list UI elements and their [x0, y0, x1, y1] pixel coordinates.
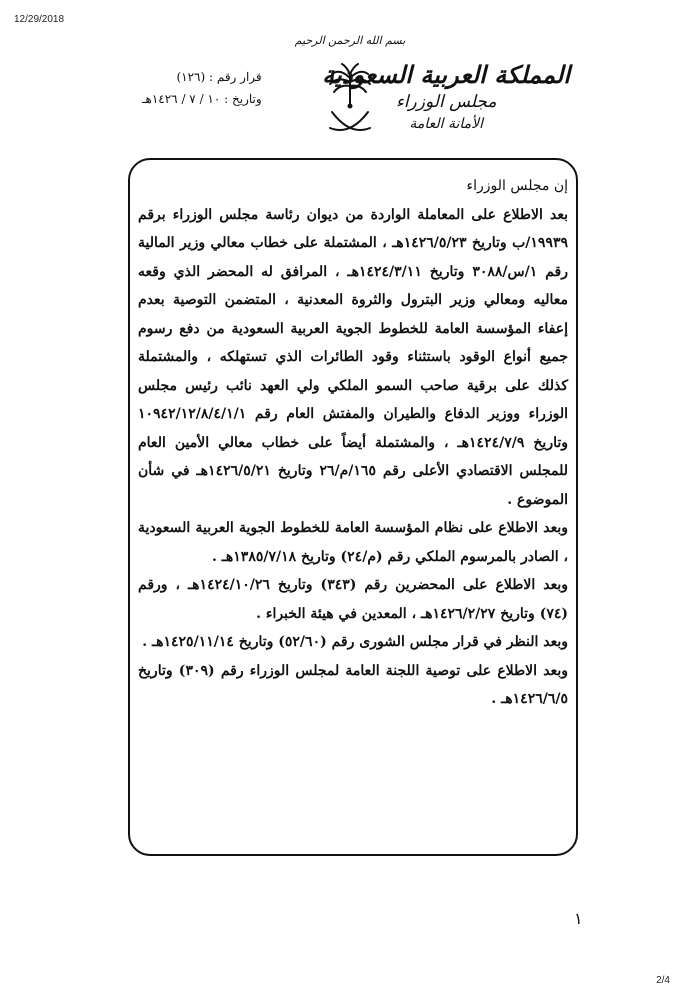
- paragraph-3: وبعد الاطلاع على المحضرين رقم (٣٤٣) وتاريخ ١٤٢٤/١٠/٢٦هـ ، ورقم (٧٤) وتاريخ ١٤٢٦/٢/٢٧هـ ، المعدين في هيئة الخبراء .: [138, 577, 568, 622]
- page-corner-mark: ١: [574, 909, 583, 928]
- page-number: 2/4: [656, 975, 670, 986]
- print-date: 12/29/2018: [14, 14, 65, 25]
- opening-line: إن مجلس الوزراء: [466, 178, 568, 194]
- secretariat-title: الأمانة العامة: [409, 116, 483, 132]
- decision-info: [142, 66, 262, 110]
- paragraph-1: بعد الاطلاع على المعاملة الواردة من ديوان رئاسة مجلس الوزراء برقم ١٩٩٣٩/ب وتاريخ ١٤٢٦/٥/٢٣هـ ، المشتملة على خطاب معالي وزير المالية رقم ١/س/٣٠٨٨ وتاريخ ١٤٢٤/٣/١١هـ ، المرافق له المحضر الذي وقعه معاليه ومعالي وزير البترول والثروة المعدنية ، المتضمن التوصية بعدم إعفاء المؤسسة العامة للخطوط الجوية العربية السعودية من دفع رسوم جميع أنواع الوقود باستثناء وقود الطائرات الذي تستهلكه ، والمشتملة كذلك على برقية صاحب السمو الملكي ولي العهد نائب رئيس مجلس الوزراء ووزير الدفاع والطيران والمفتش العام رقم ١٠٩٤٢/١٢/٨/٤/١/١ وتاريخ ١٤٢٤/٧/٩هـ ، والمشتملة أيضاً على خطاب معالي الأمين العام للمجلس الاقتصادي الأعلى رقم ١٦٥/م/٢٦ وتاريخ ١٤٢٦/٥/٢١هـ في شأن الموضوع .: [138, 206, 569, 508]
- basmala-line: بسم الله الرحمن الرحيم: [294, 34, 406, 47]
- decision-number: قرار رقم : (١٢٦): [176, 70, 262, 84]
- ministry-header: [322, 60, 570, 134]
- paragraph-5: وبعد الاطلاع على توصية اللجنة العامة لمجلس الوزراء رقم (٣٠٩) وتاريخ ١٤٢٦/٦/٥هـ .: [138, 662, 568, 707]
- decision-date: وتاريخ : ١٠ / ٧ / ١٤٢٦هـ: [142, 92, 262, 106]
- paragraph-4: وبعد النظر في قرار مجلس الشورى رقم (٥٢/٦٠) وتاريخ ١٤٢٥/١١/١٤هـ .: [142, 634, 568, 650]
- council-title: مجلس الوزراء: [395, 92, 497, 112]
- kingdom-title: المملكة العربية السعودية: [322, 60, 570, 89]
- document-body: [138, 172, 568, 714]
- paragraph-2: وبعد الاطلاع على نظام المؤسسة العامة للخطوط الجوية العربية السعودية ، الصادر بالمرسوم الملكي رقم (م/٢٤) وتاريخ ١٣٨٥/٧/١٨هـ .: [138, 520, 568, 565]
